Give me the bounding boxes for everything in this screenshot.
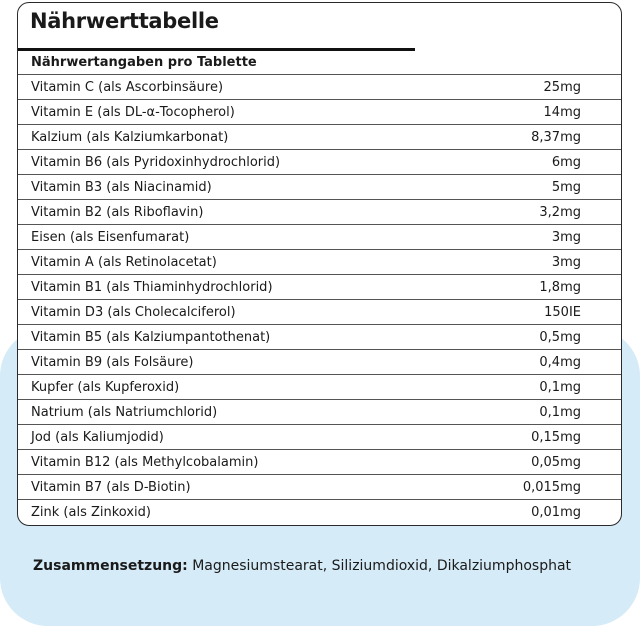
nutrient-value: 1,8mg: [539, 279, 581, 295]
nutrient-name: Jod (als Kaliumjodid): [31, 429, 164, 445]
nutrition-table: [17, 2, 622, 526]
table-row: [18, 224, 621, 249]
table-row: [18, 449, 621, 474]
table-title: Nährwerttabelle: [30, 9, 219, 33]
nutrient-name: Vitamin B5 (als Kalziumpantothenat): [31, 329, 271, 345]
table-row: [18, 174, 621, 199]
nutrient-name: Vitamin B7 (als D-Biotin): [31, 479, 191, 495]
nutrient-value: 14mg: [543, 104, 581, 120]
nutrient-value: 5mg: [551, 179, 581, 195]
table-row: [18, 349, 621, 374]
table-row: [18, 199, 621, 224]
nutrient-value: 0,4mg: [539, 354, 581, 370]
nutrient-name: Kalzium (als Kalziumkarbonat): [31, 129, 229, 145]
nutrient-value: 0,15mg: [531, 429, 581, 445]
nutrient-value: 0,1mg: [539, 379, 581, 395]
composition-text: Magnesiumstearat, Siliziumdioxid, Dikalziumphosphat: [187, 558, 572, 574]
table-row: [18, 324, 621, 349]
nutrient-value: 25mg: [543, 79, 581, 95]
nutrient-value: 0,05mg: [531, 454, 581, 470]
table-row: [18, 399, 621, 424]
table-row: [18, 124, 621, 149]
table-row: [18, 249, 621, 274]
table-row: [18, 299, 621, 324]
nutrient-value: 3mg: [551, 254, 581, 270]
nutrient-name: Vitamin B9 (als Folsäure): [31, 354, 194, 370]
nutrient-value: 150IE: [544, 304, 581, 320]
nutrient-name: Natrium (als Natriumchlorid): [31, 404, 218, 420]
nutrient-name: Kupfer (als Kupferoxid): [31, 379, 180, 395]
nutrient-name: Vitamin C (als Ascorbinsäure): [31, 79, 224, 95]
nutrient-name: Vitamin B3 (als Niacinamid): [31, 179, 212, 195]
table-rows: [18, 74, 621, 524]
nutrient-name: Vitamin E (als DL-α-Tocopherol): [31, 104, 235, 120]
composition: [33, 558, 571, 574]
nutrient-value: 0,015mg: [522, 479, 581, 495]
nutrient-name: Vitamin D3 (als Cholecalciferol): [31, 304, 236, 320]
table-row: [18, 374, 621, 399]
table-row: [18, 474, 621, 499]
nutrient-name: Vitamin B12 (als Methylcobalamin): [31, 454, 259, 470]
table-row: [18, 99, 621, 124]
table-row: [18, 424, 621, 449]
nutrient-name: Vitamin A (als Retinolacetat): [31, 254, 217, 270]
table-row: [18, 274, 621, 299]
nutrient-name: Vitamin B6 (als Pyridoxinhydrochlorid): [31, 154, 281, 170]
nutrient-name: Vitamin B1 (als Thiaminhydrochlorid): [31, 279, 273, 295]
nutrient-value: 3,2mg: [539, 204, 581, 220]
nutrient-value: 6mg: [551, 154, 581, 170]
table-row: [18, 499, 621, 524]
table-row: [18, 74, 621, 99]
nutrient-value: 0,1mg: [539, 404, 581, 420]
nutrient-name: Vitamin B2 (als Riboflavin): [31, 204, 204, 220]
nutrient-value: 0,01mg: [531, 504, 581, 520]
table-subtitle: Nährwertangaben pro Tablette: [31, 55, 257, 70]
table-row: [18, 149, 621, 174]
nutrient-value: 0,5mg: [539, 329, 581, 345]
nutrient-value: 3mg: [551, 229, 581, 245]
nutrient-name: Zink (als Zinkoxid): [31, 504, 151, 520]
composition-label: Zusammensetzung:: [33, 558, 188, 574]
nutrient-name: Eisen (als Eisenfumarat): [31, 229, 190, 245]
nutrient-value: 8,37mg: [531, 129, 581, 145]
